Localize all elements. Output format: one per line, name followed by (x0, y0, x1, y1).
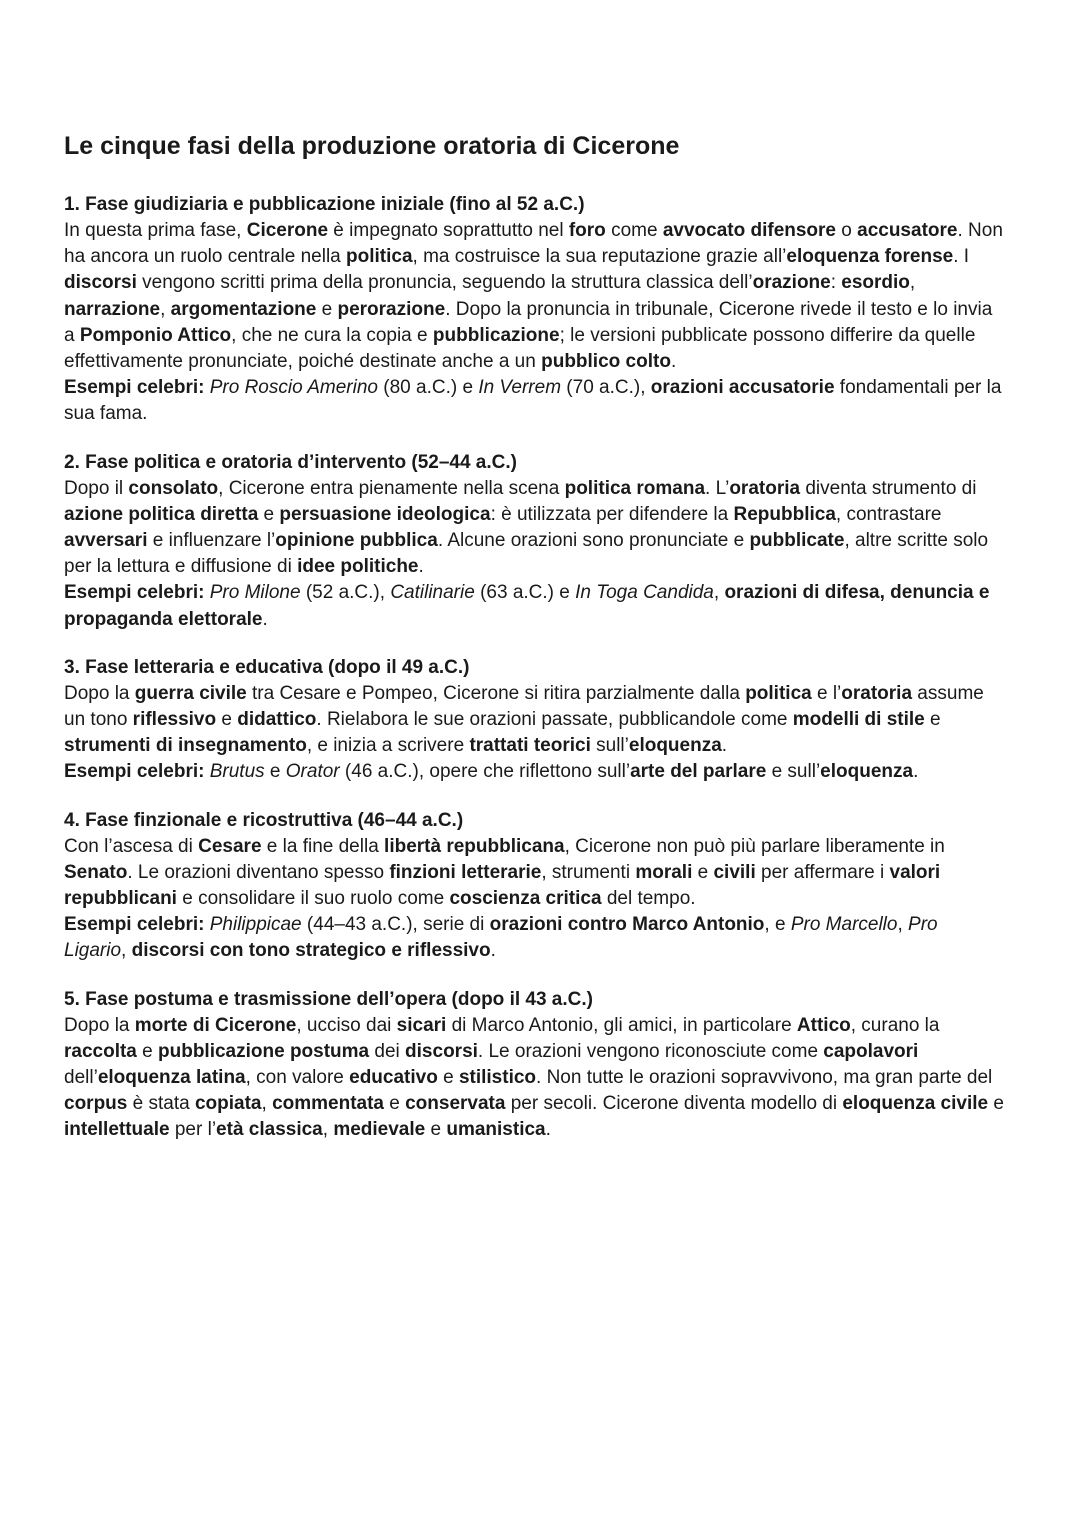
text-run: , Cicerone entra pienamente nella scena (218, 477, 565, 499)
text-run: , e inizia a scrivere (306, 735, 470, 757)
phase-heading: 1. Fase giudiziaria e pubblicazione iniziale (fino al 52 a.C.) (64, 194, 585, 215)
text-run: . I (953, 246, 970, 268)
bold-text: eloquenza latina (97, 1067, 246, 1089)
phase-section (64, 808, 1004, 965)
phase-body (64, 476, 1004, 581)
bold-text: civili (713, 861, 756, 883)
bold-text: finzioni letterarie (389, 861, 542, 883)
text-run: . (262, 608, 268, 630)
text-run: . (670, 351, 677, 373)
text-run: . (545, 1119, 551, 1141)
text-run: , contrastare (835, 503, 942, 525)
text-run: . Le orazioni diventano spesso (127, 861, 390, 883)
bold-text: foro (568, 220, 606, 241)
phase-examples (64, 912, 1004, 964)
text-run: e l’ (811, 682, 842, 704)
text-run: e influenzare l’ (147, 530, 276, 552)
text-run: come (605, 220, 663, 241)
text-run: (44–43 a.C.), serie di (301, 914, 490, 936)
bold-text: capolavori (823, 1040, 919, 1062)
bold-text: Esempi celebri: (64, 914, 205, 936)
bold-text: umanistica (446, 1119, 546, 1141)
text-run: , (713, 582, 725, 604)
bold-text: orazioni di difesa, denuncia e propaganda elettorale (64, 582, 990, 630)
bold-text: eloquenza civile (842, 1093, 989, 1115)
italic-title: Orator (285, 761, 340, 783)
text-run: , strumenti (541, 861, 636, 883)
text-run: , ucciso dai (296, 1014, 397, 1036)
text-run: vengono scritti prima della pronuncia, seguendo la struttura classica dell’ (136, 272, 753, 294)
bold-text: pubblicazione postuma (158, 1040, 370, 1062)
text-run: (80 a.C.) e (377, 377, 479, 399)
bold-text: morte di Cicerone (134, 1014, 297, 1036)
text-run: Dopo il (64, 477, 129, 499)
italic-title: In Verrem (478, 377, 562, 399)
bold-text: eloquenza forense (786, 246, 954, 268)
text-run: e (216, 709, 238, 731)
italic-title: Catilinarie (390, 582, 475, 604)
text-run: . Alcune orazioni sono pronunciate e (437, 530, 750, 552)
text-run: , con valore (245, 1067, 350, 1089)
text-run: diventa strumento di (800, 477, 977, 499)
text-run: (63 a.C.) e (474, 582, 576, 604)
text-run: tra Cesare e Pompeo, Cicerone si ritira parzialmente dalla (246, 682, 746, 704)
text-run: Dopo la (64, 1014, 135, 1036)
bold-text: strumenti di insegnamento (64, 735, 307, 757)
text-run: , (322, 1119, 334, 1141)
text-run: : (830, 272, 842, 294)
text-run: e (437, 1067, 459, 1089)
bold-text: orazione (752, 272, 831, 294)
italic-title: Pro Ligario (64, 914, 938, 962)
bold-text: eloquenza (628, 735, 722, 757)
bold-text: arte del parlare (630, 761, 767, 783)
italic-title: Pro Marcello (790, 914, 898, 936)
bold-text: Pomponio Attico (79, 324, 232, 346)
bold-text: conservata (405, 1093, 506, 1115)
bold-text: eloquenza (820, 761, 914, 783)
bold-text: perorazione (337, 298, 446, 320)
bold-text: azione politica diretta (64, 503, 259, 525)
bold-text: riflessivo (132, 709, 217, 731)
italic-title: Philippicae (209, 914, 302, 936)
bold-text: coscienza critica (449, 888, 602, 910)
text-run: Con l’ascesa di (64, 835, 199, 857)
bold-text: trattati teorici (469, 735, 591, 757)
italic-title: Brutus (209, 761, 265, 783)
text-run: assume un tono (64, 682, 984, 731)
text-run: (52 a.C.), (300, 582, 391, 604)
text-run: (46 a.C.), opere che riflettono sull’ (339, 761, 631, 783)
phase-section (64, 987, 1004, 1144)
text-run: e (425, 1119, 447, 1141)
italic-title: Pro Milone (209, 582, 301, 604)
text-run: e (316, 298, 338, 320)
text-run: . (913, 761, 919, 783)
bold-text: guerra civile (134, 682, 247, 704)
bold-text: oratoria (841, 682, 913, 704)
bold-text: pubblicate (749, 530, 845, 552)
text-run: In questa prima fase, (64, 220, 247, 241)
text-run: ; le versioni pubblicate possono differire da quelle effettivamente pronunciate, poiché destinate anche a un (64, 324, 976, 373)
phases-list (64, 192, 1004, 1144)
text-run: e (258, 503, 280, 525)
text-run: dell’ (64, 1067, 98, 1089)
bold-text: orazioni accusatorie (650, 377, 835, 399)
text-run: del tempo. (601, 888, 696, 910)
text-run: sull’ (590, 735, 629, 757)
bold-text: oratoria (729, 477, 801, 499)
phase-section (64, 655, 1004, 786)
phase-body (64, 1013, 1004, 1144)
text-run: è impegnato soprattutto nel (328, 220, 569, 241)
text-run: per affermare i (755, 861, 890, 883)
bold-text: Repubblica (733, 503, 836, 525)
text-run: . (490, 940, 496, 962)
bold-text: educativo (349, 1067, 438, 1089)
bold-text: politica (745, 682, 812, 704)
italic-title: Pro Roscio Amerino (209, 377, 378, 399)
text-run: , (909, 272, 916, 294)
text-run: , che ne cura la copia e (231, 324, 433, 346)
bold-text: argomentazione (170, 298, 317, 320)
phase-heading: 5. Fase postuma e trasmissione dell’opera (dopo il 43 a.C.) (64, 988, 593, 1010)
text-run: e la fine della (261, 835, 385, 857)
text-run: (70 a.C.), (561, 377, 651, 399)
phase-heading: 2. Fase politica e oratoria d’intervento (52–44 a.C.) (64, 451, 517, 473)
text-run: e consolidare il suo ruolo come (176, 888, 450, 910)
text-run: dei (369, 1040, 406, 1062)
bold-text: medievale (333, 1119, 426, 1141)
phase-section (64, 450, 1004, 633)
text-run: , ma costruisce la sua reputazione grazie all’ (412, 246, 787, 268)
bold-text: persuasione ideologica (279, 503, 491, 525)
text-run: e (988, 1093, 1004, 1115)
text-run: , e (764, 914, 791, 936)
phase-examples (64, 759, 1004, 785)
text-run: Dopo la (64, 682, 135, 704)
text-run: e sull’ (766, 761, 821, 783)
bold-text: sicari (396, 1014, 447, 1036)
bold-text: consolato (128, 477, 219, 499)
text-run: , (261, 1093, 273, 1115)
text-run: per secoli. Cicerone diventa modello di (505, 1093, 843, 1115)
text-run: , Cicerone non può più parlare liberamente in (564, 835, 945, 857)
text-run: di Marco Antonio, gli amici, in particolare (446, 1014, 797, 1036)
italic-title: In Toga Candida (575, 582, 714, 604)
bold-text: accusatore (857, 220, 958, 241)
bold-text: idee politiche (297, 556, 419, 578)
phase-heading: 3. Fase letteraria e educativa (dopo il 49 a.C.) (64, 656, 470, 678)
text-run: , (160, 298, 171, 320)
bold-text: discorsi con tono strategico e riflessivo (131, 940, 491, 962)
bold-text: libertà repubblicana (384, 835, 565, 857)
document-page (64, 128, 1004, 1166)
bold-text: Cesare (198, 835, 262, 857)
bold-text: stilistico (458, 1067, 537, 1089)
phase-body (64, 681, 1004, 760)
bold-text: corpus (64, 1093, 128, 1115)
text-run: e (692, 861, 714, 883)
bold-text: didattico (237, 709, 317, 731)
document-title: Le cinque fasi della produzione oratoria di Cicerone (64, 132, 680, 160)
bold-text: discorsi (64, 272, 137, 294)
bold-text: avvocato difensore (662, 220, 836, 241)
bold-text: narrazione (64, 298, 161, 320)
phase-body (64, 834, 1004, 913)
text-run: : è utilizzata per difendere la (490, 503, 734, 525)
text-run: , curano la (850, 1014, 940, 1036)
bold-text: opinione pubblica (275, 530, 438, 552)
text-run: , (121, 940, 132, 962)
bold-text: modelli di stile (792, 709, 925, 731)
bold-text: discorsi (405, 1040, 478, 1062)
text-run: per l’ (169, 1119, 217, 1141)
text-run: . Non tutte le orazioni sopravvivono, ma gran parte del (536, 1067, 993, 1089)
text-run: e (383, 1093, 406, 1115)
text-run: fondamentali per la sua fama. (64, 377, 1002, 425)
bold-text: Cicerone (246, 220, 329, 241)
bold-text: età classica (216, 1119, 323, 1141)
bold-text: Senato (64, 861, 128, 883)
text-run: . Non ha ancora un ruolo centrale nella (64, 220, 1003, 268)
bold-text: avversari (64, 530, 148, 552)
text-run: è stata (127, 1093, 195, 1115)
bold-text: morali (635, 861, 693, 883)
bold-text: Esempi celebri: (64, 377, 205, 399)
bold-text: Esempi celebri: (64, 582, 205, 604)
bold-text: Attico (796, 1014, 851, 1036)
bold-text: commentata (272, 1093, 384, 1115)
bold-text: copiata (194, 1093, 262, 1115)
bold-text: Esempi celebri: (64, 761, 205, 783)
phase-section (64, 192, 1004, 428)
bold-text: valori repubblicani (64, 861, 941, 910)
text-run: , altre scritte solo per la lettura e diffusione di (64, 530, 989, 578)
bold-text: politica romana (564, 477, 706, 499)
phase-examples (64, 375, 1004, 427)
bold-text: esordio (841, 272, 910, 294)
text-run: e (264, 761, 286, 783)
bold-text: intellettuale (64, 1119, 170, 1141)
text-run: o (836, 220, 858, 241)
text-run: e (924, 709, 941, 731)
bold-text: politica (346, 246, 413, 268)
text-run: . (418, 556, 424, 578)
phase-body (64, 218, 1004, 375)
bold-text: pubblicazione (432, 324, 560, 346)
bold-text: orazioni contro Marco Antonio (489, 914, 765, 936)
phase-heading: 4. Fase finzionale e ricostruttiva (46–44 a.C.) (64, 809, 464, 831)
text-run: . Rielabora le sue orazioni passate, pubblicandole come (316, 709, 793, 731)
text-run: . L’ (705, 477, 730, 499)
bold-text: raccolta (64, 1040, 137, 1062)
text-run: . (721, 735, 728, 757)
text-run: e (136, 1040, 158, 1062)
text-run: , (897, 914, 909, 936)
text-run: . Le orazioni vengono riconosciute come (477, 1040, 824, 1062)
bold-text: pubblico colto (541, 351, 671, 373)
phase-examples (64, 580, 1004, 632)
text-run: . Dopo la pronuncia in tribunale, Cicerone rivede il testo e lo invia a (64, 298, 993, 346)
